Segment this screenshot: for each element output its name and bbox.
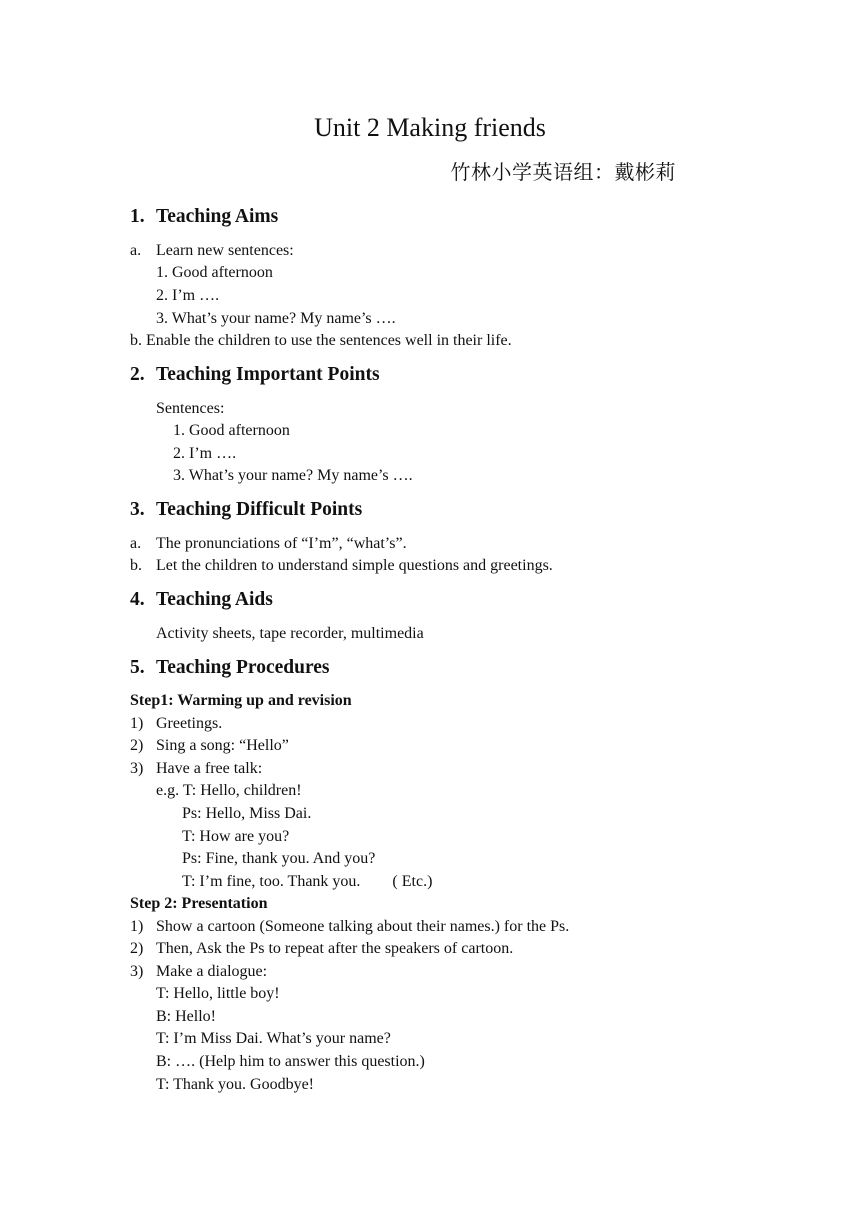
section-number: 5. bbox=[130, 657, 145, 678]
sentence-line: 1. Good afternoon bbox=[156, 264, 273, 281]
list-marker: 1) bbox=[130, 918, 144, 935]
sentence-line: 3. What’s your name? My name’s …. bbox=[173, 467, 413, 484]
section-number: 4. bbox=[130, 589, 145, 610]
section-number: 2. bbox=[130, 364, 145, 385]
dialogue-line: T: I’m fine, too. Thank you. ( Etc.) bbox=[182, 873, 433, 890]
dialogue-line: T: Thank you. Goodbye! bbox=[156, 1076, 314, 1093]
section-title: Teaching Difficult Points bbox=[156, 499, 363, 520]
sentence-line: 1. Good afternoon bbox=[173, 422, 290, 439]
document-title: Unit 2 Making friends bbox=[314, 113, 546, 142]
list-item: Sing a song: “Hello” bbox=[156, 737, 289, 754]
paragraph-text: Activity sheets, tape recorder, multimedia bbox=[156, 625, 424, 642]
section-4-heading bbox=[130, 586, 273, 614]
sentence-line: 3. What’s your name? My name’s …. bbox=[156, 310, 396, 327]
list-item: b. Enable the children to use the sentences well in their life. bbox=[130, 332, 512, 349]
dialogue-line: T: How are you? bbox=[182, 828, 290, 845]
sentence-line: 2. I’m …. bbox=[156, 287, 220, 304]
list-marker: a. bbox=[130, 535, 142, 552]
list-item: Learn new sentences: bbox=[156, 242, 294, 259]
step-2-title: Step 2: Presentation bbox=[130, 895, 268, 912]
list-item: Have a free talk: bbox=[156, 760, 263, 777]
list-item: Make a dialogue: bbox=[156, 963, 268, 980]
list-item: The pronunciations of “I’m”, “what’s”. bbox=[156, 535, 407, 552]
section-1-heading bbox=[130, 203, 278, 231]
dialogue-line: T: Hello, little boy! bbox=[156, 985, 280, 1002]
author-line: 竹林小学英语组：戴彬莉 bbox=[450, 160, 676, 184]
list-item: Greetings. bbox=[156, 715, 223, 732]
section-title: Teaching Aids bbox=[156, 589, 273, 610]
list-marker: b. bbox=[130, 557, 142, 574]
section-title: Teaching Procedures bbox=[156, 657, 330, 678]
list-item: Then, Ask the Ps to repeat after the speakers of cartoon. bbox=[156, 940, 514, 957]
dialogue-line: T: I’m Miss Dai. What’s your name? bbox=[156, 1030, 391, 1047]
dialogue-line: Ps: Fine, thank you. And you? bbox=[182, 850, 376, 867]
list-marker: 3) bbox=[130, 760, 144, 777]
list-marker: 2) bbox=[130, 737, 144, 754]
dialogue-line: B: …. (Help him to answer this question.) bbox=[156, 1053, 425, 1070]
section-5-heading bbox=[130, 654, 330, 682]
section-title: Teaching Important Points bbox=[156, 364, 380, 385]
paragraph-text: Sentences: bbox=[156, 400, 225, 417]
list-item: Let the children to understand simple questions and greetings. bbox=[156, 557, 553, 574]
dialogue-line: Ps: Hello, Miss Dai. bbox=[182, 805, 312, 822]
step-1-title: Step1: Warming up and revision bbox=[130, 692, 352, 709]
section-title: Teaching Aims bbox=[156, 206, 279, 227]
dialogue-line: e.g. T: Hello, children! bbox=[156, 782, 302, 799]
list-item: Show a cartoon (Someone talking about their names.) for the Ps. bbox=[156, 918, 570, 935]
section-3-heading bbox=[130, 496, 362, 524]
sentence-line: 2. I’m …. bbox=[173, 445, 237, 462]
list-marker: 3) bbox=[130, 963, 144, 980]
section-2-heading bbox=[130, 361, 380, 389]
list-marker: a. bbox=[130, 242, 142, 259]
section-number: 3. bbox=[130, 499, 145, 520]
list-marker: 1) bbox=[130, 715, 144, 732]
section-number: 1. bbox=[130, 206, 145, 227]
dialogue-line: B: Hello! bbox=[156, 1008, 216, 1025]
list-marker: 2) bbox=[130, 940, 144, 957]
